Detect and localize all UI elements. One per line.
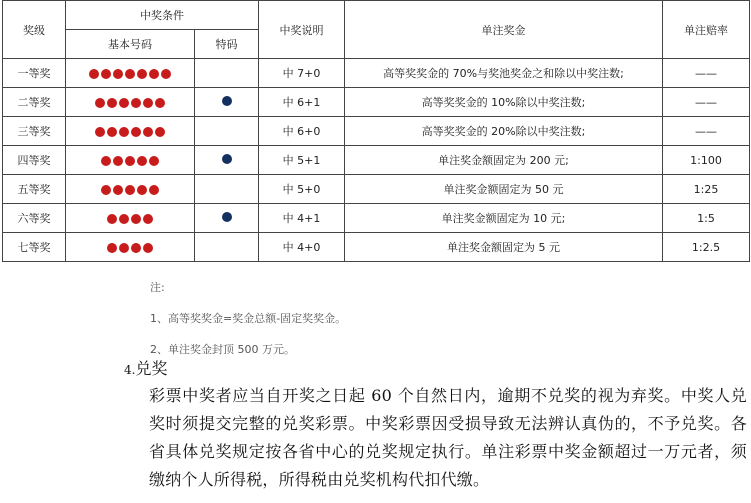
header-conditions: 中奖条件 [66, 1, 259, 30]
cell-special-number [195, 233, 259, 262]
cell-basic-numbers [66, 175, 195, 204]
cell-description: 中 4+0 [259, 233, 345, 262]
cell-basic-numbers [66, 233, 195, 262]
cell-special-number [195, 175, 259, 204]
cell-level: 六等奖 [3, 204, 66, 233]
cell-description: 中 5+0 [259, 175, 345, 204]
table-row [3, 146, 750, 175]
red-ball-group [95, 127, 165, 137]
cell-single-prize: 单注奖金额固定为 10 元; [345, 204, 663, 233]
cell-level: 五等奖 [3, 175, 66, 204]
prize-table [2, 0, 750, 262]
red-ball-icon [119, 243, 129, 253]
cell-single-prize: 单注奖金额固定为 5 元 [345, 233, 663, 262]
red-ball-icon [101, 69, 111, 79]
cell-description: 中 7+0 [259, 59, 345, 88]
cell-single-odds: —— [663, 117, 750, 146]
red-ball-icon [113, 185, 123, 195]
red-ball-icon [155, 98, 165, 108]
blue-ball-icon [222, 154, 232, 164]
cell-special-number [195, 117, 259, 146]
cell-basic-numbers [66, 146, 195, 175]
note-item: 2、单注奖金封顶 500 万元。 [150, 343, 295, 356]
cell-basic-numbers [66, 117, 195, 146]
table-row [3, 204, 750, 233]
cell-level: 一等奖 [3, 59, 66, 88]
red-ball-icon [101, 156, 111, 166]
header-single-odds: 单注赔率 [663, 1, 750, 59]
cell-level: 四等奖 [3, 146, 66, 175]
cell-single-prize: 单注奖金额固定为 200 元; [345, 146, 663, 175]
table-row [3, 117, 750, 146]
cell-single-odds: 1:25 [663, 175, 750, 204]
red-ball-icon [155, 127, 165, 137]
red-ball-icon [149, 156, 159, 166]
header-level: 奖级 [3, 1, 66, 59]
cell-single-prize: 单注奖金额固定为 50 元 [345, 175, 663, 204]
cell-single-odds: 1:2.5 [663, 233, 750, 262]
cell-special-number [195, 88, 259, 117]
red-ball-group [101, 156, 159, 166]
red-ball-icon [143, 243, 153, 253]
red-ball-icon [125, 69, 135, 79]
red-ball-icon [143, 127, 153, 137]
red-ball-icon [113, 156, 123, 166]
prize-table-body [3, 59, 750, 262]
cell-basic-numbers [66, 88, 195, 117]
red-ball-icon [101, 185, 111, 195]
header-single-prize: 单注奖金 [345, 1, 663, 59]
cell-level: 七等奖 [3, 233, 66, 262]
section-body: 彩票中奖者应当自开奖之日起 60 个自然日内，逾期不兑奖的视为弃奖。中奖人兑奖时须提交完整的兑奖彩票。中奖彩票因受损导致无法辨认真伪的，不予兑奖。各省具体兑奖规定按各省中心的兑奖规定执行。单注彩票中奖金额超过一万元者，须缴纳个人所得税，所得税由兑奖机构代扣代缴。 [149, 386, 747, 489]
cell-description: 中 5+1 [259, 146, 345, 175]
header-description: 中奖说明 [259, 1, 345, 59]
red-ball-icon [119, 127, 129, 137]
red-ball-icon [143, 98, 153, 108]
red-ball-group [89, 69, 171, 79]
cell-single-prize: 高等奖奖金的 70%与奖池奖金之和除以中奖注数; [345, 59, 663, 88]
cell-basic-numbers [66, 59, 195, 88]
red-ball-icon [149, 69, 159, 79]
cell-single-prize: 高等奖奖金的 20%除以中奖注数; [345, 117, 663, 146]
red-ball-icon [107, 243, 117, 253]
red-ball-icon [89, 69, 99, 79]
blue-ball-icon [222, 96, 232, 106]
red-ball-icon [107, 214, 117, 224]
cell-single-odds: —— [663, 59, 750, 88]
cell-level: 三等奖 [3, 117, 66, 146]
red-ball-icon [113, 69, 123, 79]
table-row [3, 59, 750, 88]
red-ball-icon [143, 214, 153, 224]
cell-description: 中 6+1 [259, 88, 345, 117]
cell-special-number [195, 204, 259, 233]
red-ball-icon [95, 98, 105, 108]
red-ball-group [101, 185, 159, 195]
section-heading [124, 356, 167, 379]
notes [150, 272, 346, 365]
blue-ball-icon [222, 212, 232, 222]
cell-single-odds: 1:100 [663, 146, 750, 175]
table-row [3, 88, 750, 117]
red-ball-icon [131, 214, 141, 224]
red-ball-group [107, 214, 153, 224]
red-ball-icon [119, 98, 129, 108]
header-basic-numbers: 基本号码 [66, 30, 195, 59]
note-item: 1、高等奖奖金=奖金总额-固定奖奖金。 [150, 312, 347, 325]
table-row [3, 175, 750, 204]
section-title: 兑奖 [135, 359, 168, 378]
cell-special-number [195, 59, 259, 88]
cell-single-prize: 高等奖奖金的 10%除以中奖注数; [345, 88, 663, 117]
red-ball-icon [161, 69, 171, 79]
red-ball-icon [137, 69, 147, 79]
table-row [3, 233, 750, 262]
red-ball-group [95, 98, 165, 108]
notes-label: 注: [150, 281, 165, 294]
cell-single-odds: —— [663, 88, 750, 117]
cell-special-number [195, 146, 259, 175]
red-ball-icon [107, 127, 117, 137]
red-ball-group [107, 243, 153, 253]
red-ball-icon [137, 185, 147, 195]
cell-single-odds: 1:5 [663, 204, 750, 233]
red-ball-icon [125, 185, 135, 195]
red-ball-icon [131, 98, 141, 108]
cell-basic-numbers [66, 204, 195, 233]
section-number: 4. [124, 363, 136, 377]
red-ball-icon [125, 156, 135, 166]
header-special-number: 特码 [195, 30, 259, 59]
red-ball-icon [149, 185, 159, 195]
red-ball-icon [95, 127, 105, 137]
cell-description: 中 4+1 [259, 204, 345, 233]
cell-level: 二等奖 [3, 88, 66, 117]
red-ball-icon [119, 214, 129, 224]
red-ball-icon [131, 243, 141, 253]
red-ball-icon [107, 98, 117, 108]
red-ball-icon [131, 127, 141, 137]
red-ball-icon [137, 156, 147, 166]
cell-description: 中 6+0 [259, 117, 345, 146]
